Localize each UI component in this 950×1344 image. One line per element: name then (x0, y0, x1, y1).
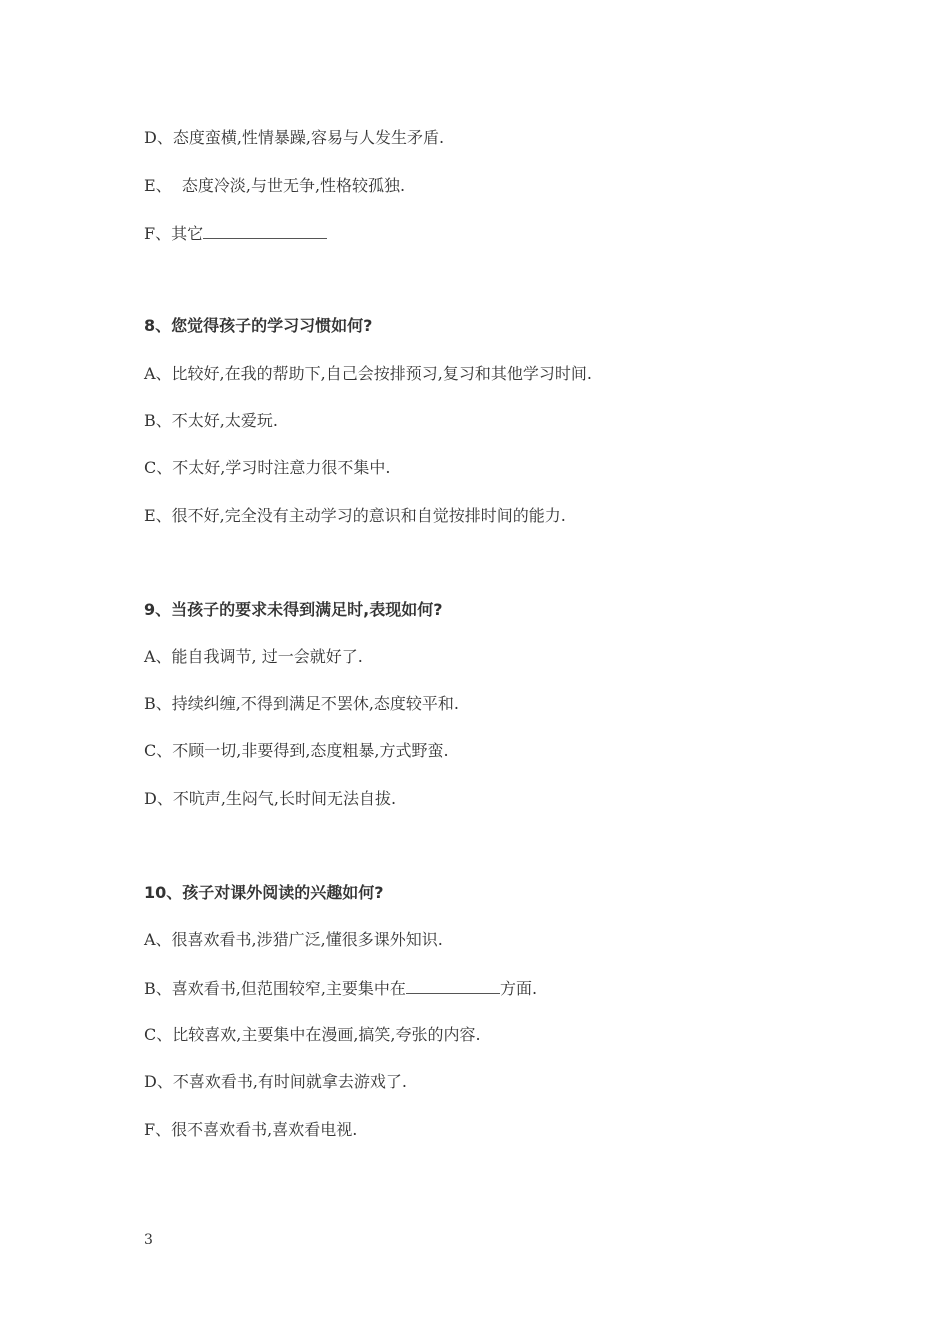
q9-title: 9、当孩子的要求未得到满足时,表现如何? (144, 600, 443, 619)
q9-option-d: D、不吭声,生闷气,长时间无法自拔. (144, 789, 397, 808)
q10-option-b-suffix: 方面. (499, 979, 538, 998)
q9-option-c: C、不顾一切,非要得到,态度粗暴,方式野蛮. (144, 741, 449, 760)
q9-option-a: A、能自我调节, 过一会就好了. (144, 647, 363, 666)
page-number: 3 (144, 1232, 153, 1248)
q10-option-b-blank[interactable] (406, 977, 500, 994)
q7-option-e: E、 态度冷淡,与世无争,性格较孤独. (144, 176, 406, 195)
q7-option-f-label: F、其它 (144, 224, 204, 243)
q8-option-a: A、比较好,在我的帮助下,自己会按排预习,复习和其他学习时间. (144, 364, 592, 383)
q8-option-e: E、很不好,完全没有主动学习的意识和自觉按排时间的能力. (144, 506, 566, 525)
q7-option-d: D、态度蛮横,性情暴躁,容易与人发生矛盾. (144, 128, 445, 147)
q8-option-c: C、不太好,学习时注意力很不集中. (144, 458, 391, 477)
q9-option-b: B、持续纠缠,不得到满足不罢休,态度较平和. (144, 694, 460, 713)
q10-option-b (144, 977, 537, 999)
q7-option-f (144, 222, 327, 244)
q10-option-b-prefix: B、喜欢看书,但范围较窄,主要集中在 (144, 979, 406, 998)
q10-option-a: A、很喜欢看书,涉猎广泛,懂很多课外知识. (144, 930, 443, 949)
q7-option-f-blank[interactable] (203, 222, 327, 239)
q8-title: 8、您觉得孩子的学习习惯如何? (144, 316, 373, 335)
q10-option-f: F、很不喜欢看书,喜欢看电视. (144, 1120, 358, 1139)
q10-option-c: C、比较喜欢,主要集中在漫画,搞笑,夸张的内容. (144, 1025, 481, 1044)
q10-title: 10、孩子对课外阅读的兴趣如何? (144, 883, 384, 902)
q8-option-b: B、不太好,太爱玩. (144, 411, 278, 430)
q10-option-d: D、不喜欢看书,有时间就拿去游戏了. (144, 1072, 408, 1091)
